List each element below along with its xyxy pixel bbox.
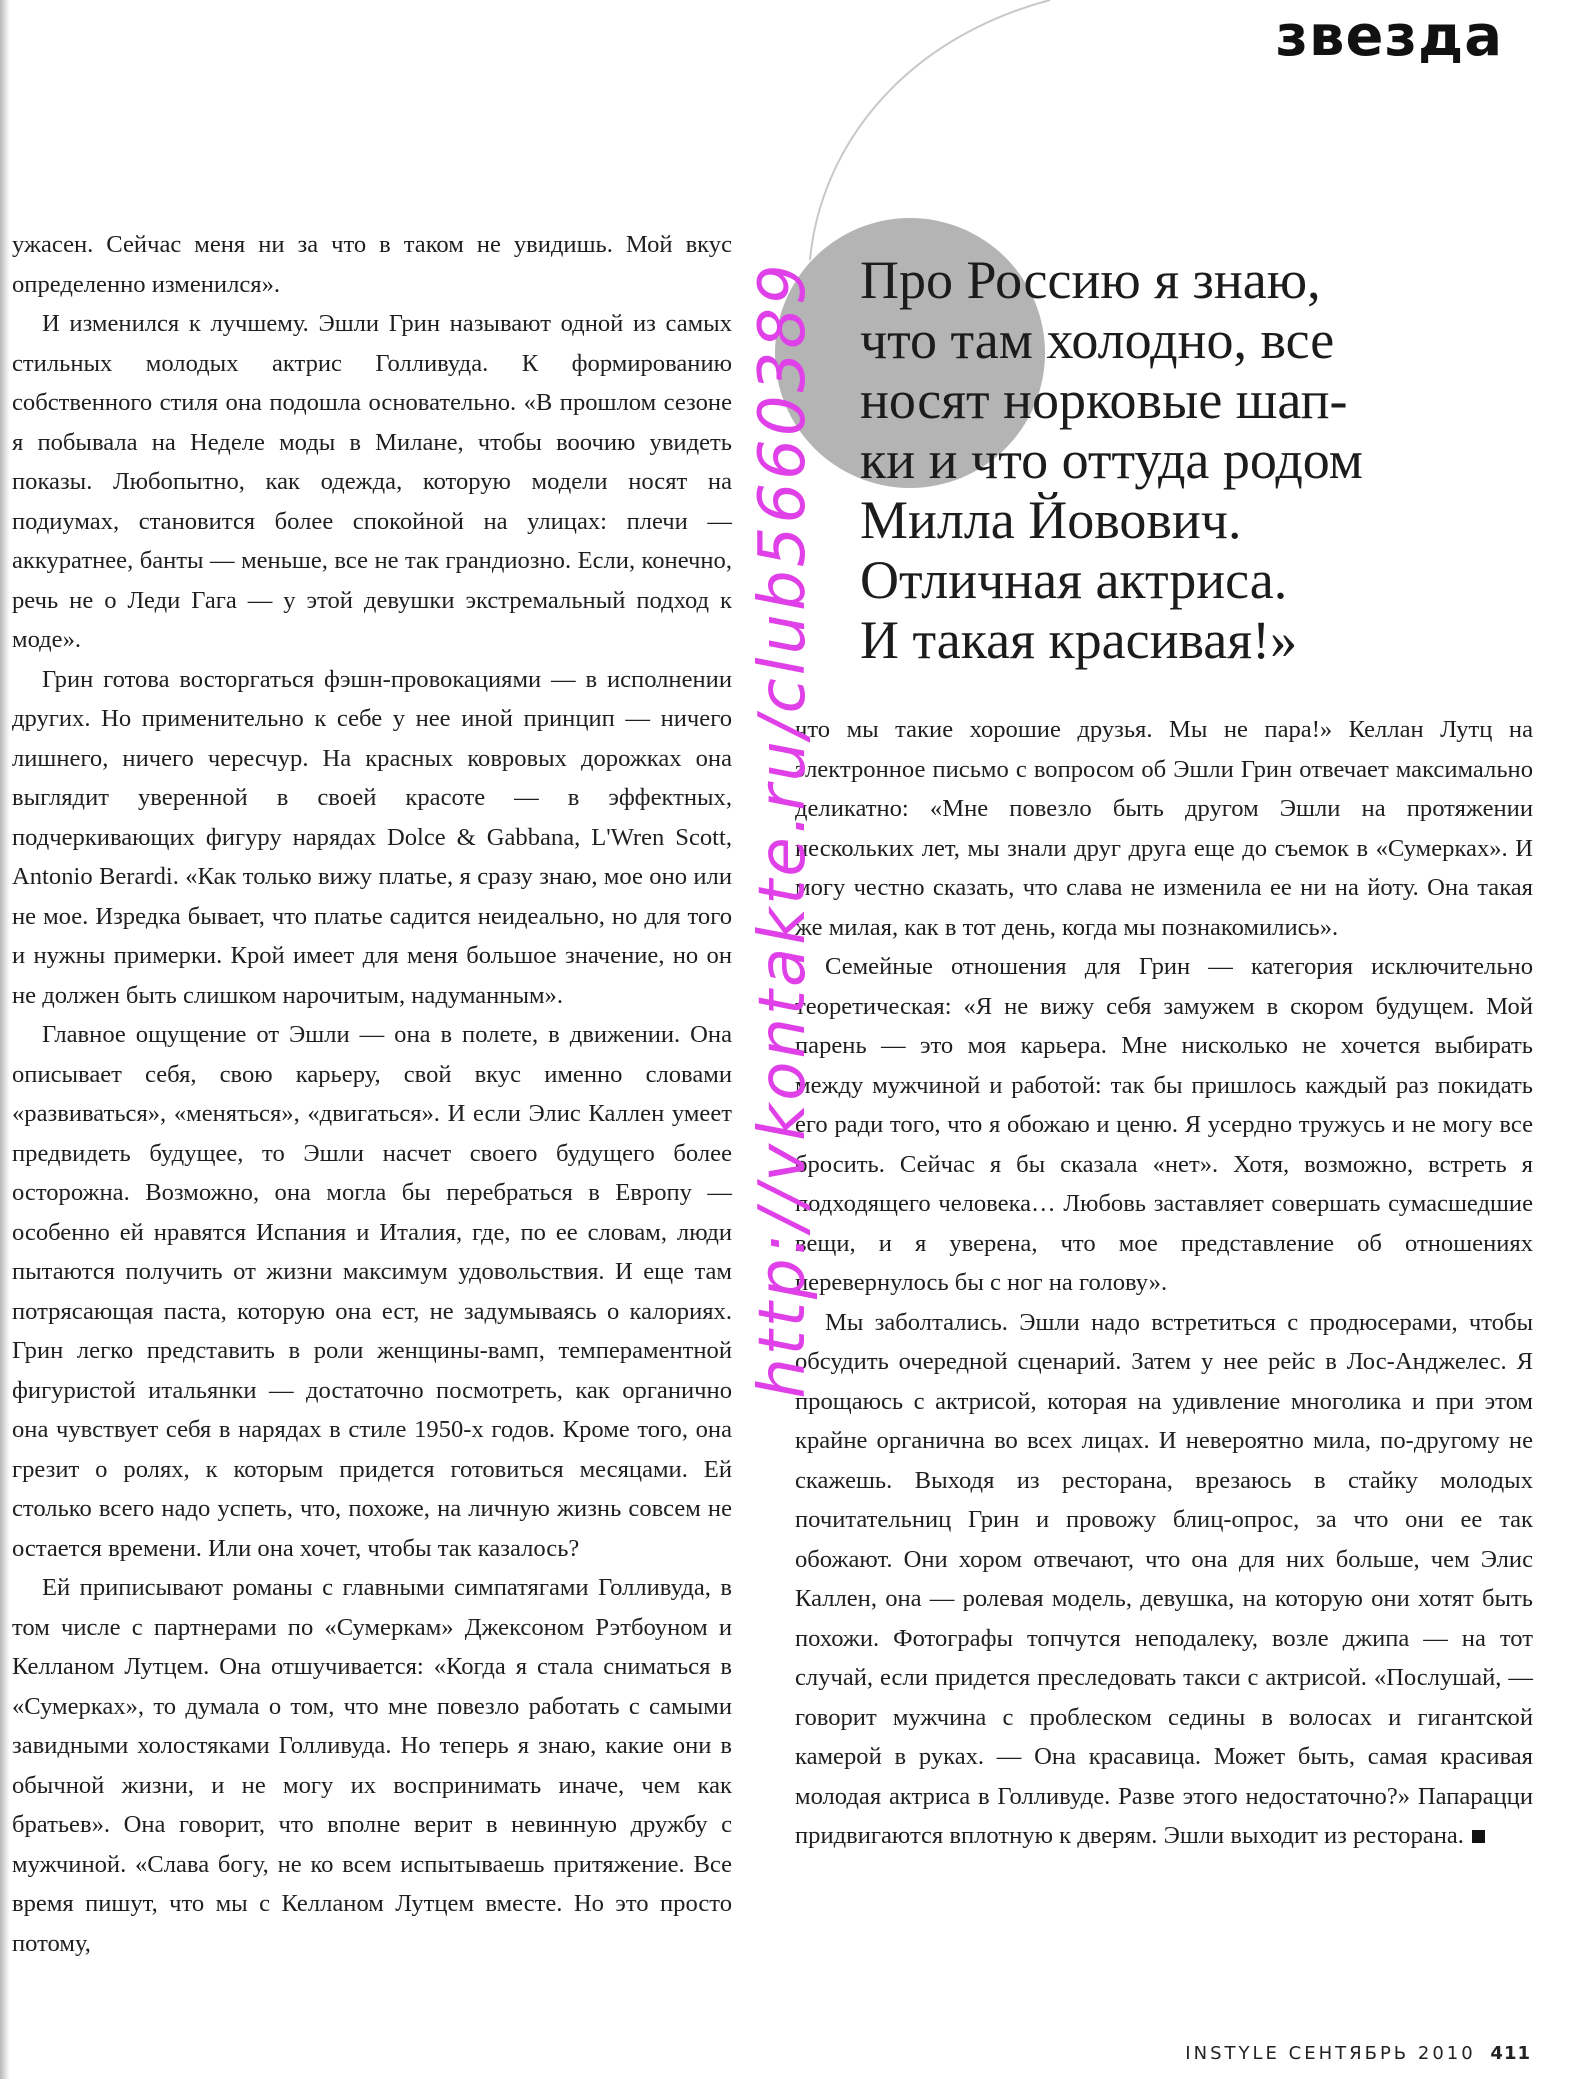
pull-quote-line: Милла Йовович. [860,490,1242,550]
pull-quote-line: Отличная актриса. [860,550,1288,610]
pull-quote-line: ки и что оттуда родом [860,430,1363,490]
article-column-left [12,225,732,1963]
page-number: 411 [1490,2043,1531,2064]
paragraph-text: Мы заболтались. Эшли надо встретиться с продюсерами, чтобы обсудить очередной сценарий. Затем у нее рейс в Лос-Анджелес. Я прощаюсь с актрисой, которая на удивление многолика и при этом крайне органична во всех лицах. И невероятно мила, по-другому не скажешь. Выходя из ресторана, врезаюсь в стайку молодых почитательниц Грин и провожу блиц-опрос, за что они ее так обожают. Они хором отвечают, что она для них больше, чем Элис Каллен, она — ролевая модель, девушка, на которую они хотят быть похожи. Фотографы топчутся неподалеку, возле джипа — на тот случай, если придется преследовать такси с актрисой. «Послушай, — говорит мужчина с проблеском седины в волосах и гигантской камерой в руках. — Она красавица. Может быть, самая красивая молодая актриса в Голливуде. Разве этого недостаточно?» Папарацци придвигаются вплотную к дверям. Эшли выходит из ресторана. [795,1308,1533,1849]
pull-quote-line: носят норковые шап- [860,370,1348,430]
end-of-article-mark [1472,1830,1485,1843]
paragraph: И изменился к лучшему. Эшли Грин называют одной из самых стильных молодых актрис Голливуда. К формированию собственного стиля она подошла основательно. «В прошлом сезоне я побывала на Неделе моды в Милане, чтобы воочию увидеть показы. Любопытно, как одежда, которую модели носят на подиумах, становится более спокойной на улицах: плечи — аккуратнее, банты — меньше, все не так грандиозно. Если, конечно, речь не о Леди Гага — у этой девушки экстремальный подход к моде». [12,310,732,653]
pull-quote-line: что там холодно, все [860,310,1335,370]
section-title: звезда [1275,4,1503,69]
paragraph: Грин готова восторгаться фэшн-провокациями — в исполнении других. Но применительно к себе у нее иной принцип — ничего лишнего, ничего чересчур. На красных ковровых дорожках она выглядит уверенной в своей красоте — в эффектных, подчеркивающих фигуру нарядах Dolce & Gabbana, L'Wren Scott, Antonio Berardi. «Как только вижу платье, я сразу знаю, мое оно или не мое. Изредка бывает, что платье садится неидеально, но для того и нужны примерки. Крой имеет для меня большое значение, но он не должен быть слишком нарочитым, надуманным». [12,665,732,1009]
magazine-name: INSTYLE [1185,2043,1280,2064]
paragraph: Семейные отношения для Грин — категория исключительно теоретическая: «Я не вижу себя замужем в скором будущем. Мой парень — это моя карьера. Мне нисколько не хочется выбирать между мужчиной и работой: так бы пришлось каждый раз покидать его ради того, что я обожаю и ценю. Я усердно тружусь и не могу все бросить. Сейчас я бы сказала «нет». Хотя, возможно, встреть я подходящего человека… Любовь заставляет совершать сумасшедшие вещи, и я уверена, что мое представление об отношениях перевернулось бы с ног на голову». [795,953,1533,1296]
article-column-right [795,710,1533,1856]
paragraph: Главное ощущение от Эшли — она в полете, в движении. Она описывает себя, свою карьеру, свой вкус именно словами «развиваться», «меняться», «двигаться». И если Элис Каллен умеет предвидеть будущее, то Эшли насчет своего будущего более осторожна. Возможно, она могла бы перебраться в Европу — особенно ей нравятся Испания и Италия, где, по ее словам, люди пытаются получить от жизни максимум удовольствия. И еще там потрясающая паста, которую она ест, не задумываясь о калориях. Грин легко представить в роли женщины-вамп, темпераментной фигуристой итальянки — достаточно посмотреть, как органично она чувствует себя в нарядах в стиле 1950-х годов. Кроме того, она грезит о ролях, к которым придется готовиться месяцами. Ей столько всего надо успеть, что, похоже, на личную жизнь совсем не остается времени. Или она хочет, чтобы так казалось? [12,1021,732,1562]
paragraph: ужасен. Сейчас меня ни за что в таком не увидишь. Мой вкус определенно изменился». [12,231,732,298]
pull-quote-line: Про Россию я знаю, [860,250,1321,310]
pull-quote [860,250,1540,670]
paragraph: Ей приписывают романы с главными симпатягами Голливуда, в том числе с партнерами по «Сумеркам» Джексоном Рэтбоуном и Келланом Лутцем. Она отшучивается: «Когда я стала сниматься в «Сумерках», то думала о том, что мне повезло работать с самыми завидными холостяками Голливуда. Но теперь я знаю, какие они в обычной жизни, и не могу их воспринимать иначе, чем как братьев». Она говорит, что вполне верит в невинную дружбу с мужчиной. «Слава богу, не ко всем испытываешь притяжение. Все время пишут, что мы с Келланом Лутцем вместе. Но это просто потому, [12,1574,732,1957]
paragraph: что мы такие хорошие друзья. Мы не пара!» Келлан Лутц на электронное письмо с вопросом об Эшли Грин отвечает максимально деликатно: «Мне повезло быть другом Эшли на протяжении нескольких лет, мы знали друг друга еще до съемок в «Сумерках». И могу честно сказать, что слава не изменила ее ни на йоту. Она такая же милая, как в тот день, когда мы познакомились». [795,716,1533,941]
issue-date: СЕНТЯБРЬ 2010 [1288,2043,1476,2064]
paragraph [795,1303,1533,1856]
page-footer [1185,2043,1531,2064]
watermark-url: http://vkontakte.ru/club5660389 [746,261,820,1399]
pull-quote-line: И такая красивая!» [860,610,1298,670]
